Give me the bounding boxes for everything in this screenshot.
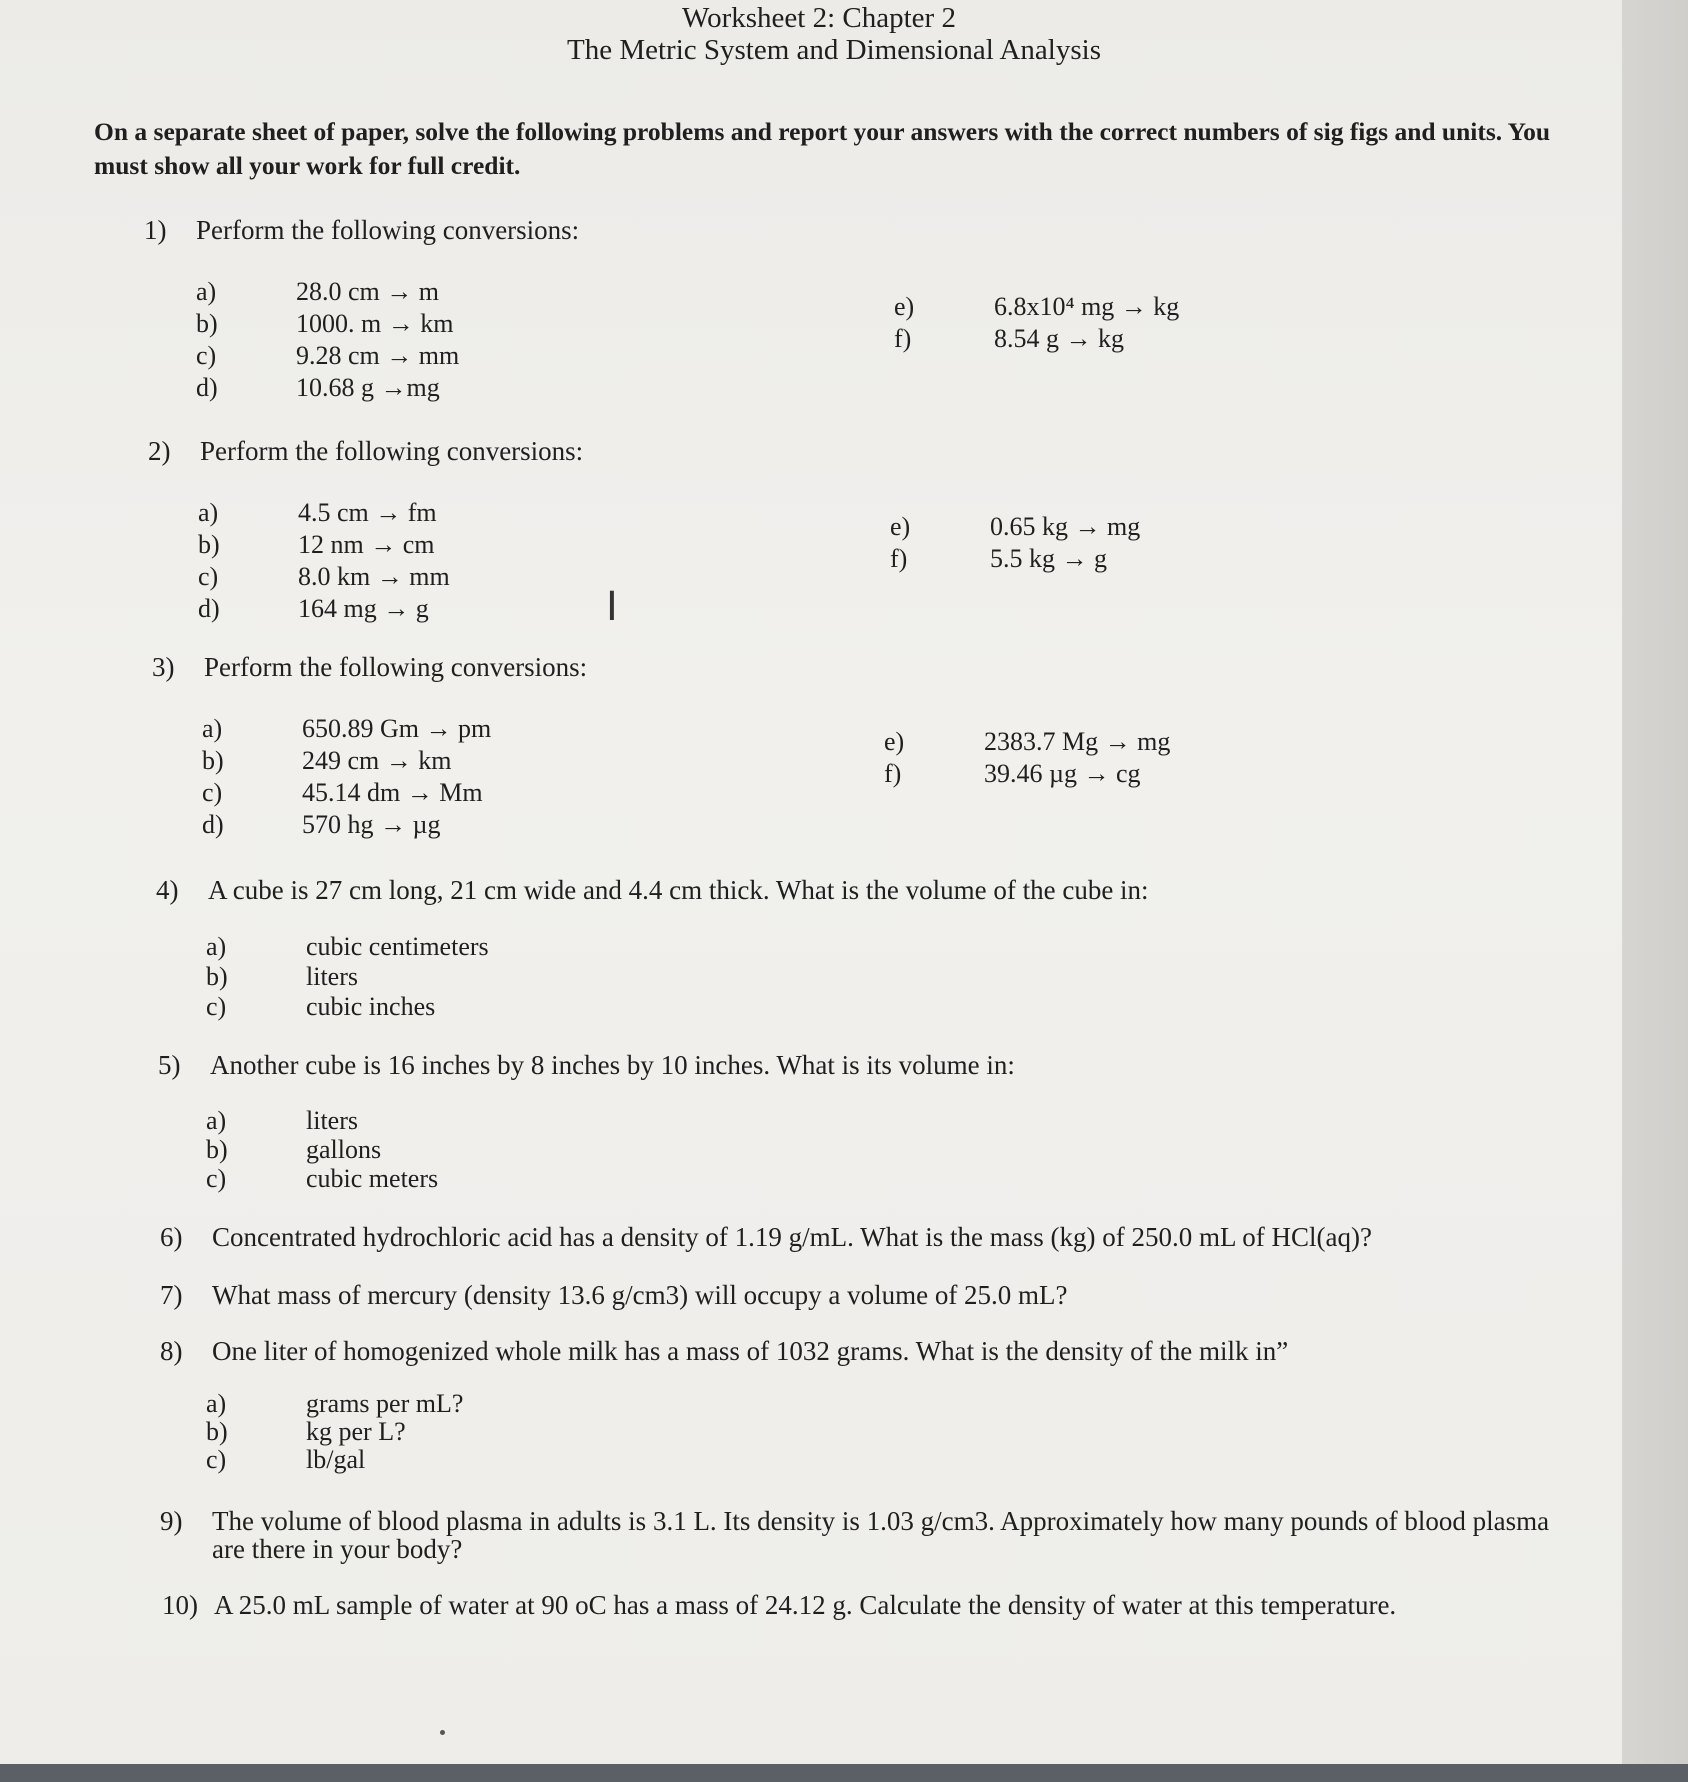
list-item: c) cubic inches	[206, 992, 436, 1021]
question-text: Perform the following conversions:	[196, 215, 580, 245]
question-text: A cube is 27 cm long, 21 cm wide and 4.4 cm thick. What is the volume of the cube in:	[208, 875, 1149, 905]
question-text: What mass of mercury (density 13.6 g/cm3) will occupy a volume of 25.0 mL?	[212, 1280, 1068, 1310]
list-item: a) 650.89 Gm → pm	[202, 714, 492, 743]
question-3	[152, 652, 587, 683]
list-item: d) 570 hg → µg	[202, 810, 441, 839]
list-item: c) 45.14 dm → Mm	[202, 778, 483, 807]
question-text: Concentrated hydrochloric acid has a density of 1.19 g/mL. What is the mass (kg) of 250.0 mL of HCl(aq)?	[212, 1222, 1372, 1252]
question-number: 6)	[160, 1222, 183, 1252]
question-10	[162, 1590, 1396, 1621]
question-5	[158, 1050, 1015, 1081]
worksheet-title: Worksheet 2: Chapter 2	[682, 2, 956, 34]
question-6	[160, 1222, 1372, 1253]
question-text: One liter of homogenized whole milk has a mass of 1032 grams. What is the density of the milk in”	[212, 1336, 1289, 1366]
list-item: c) lb/gal	[206, 1445, 366, 1474]
question-text: The volume of blood plasma in adults is 3.1 L. Its density is 1.03 g/cm3. Approximately how many pounds of blood plasma	[212, 1506, 1550, 1536]
page-edge-shadow	[1622, 0, 1688, 1782]
list-item: b) 12 nm → cm	[198, 530, 435, 559]
list-item: a) liters	[206, 1106, 358, 1135]
list-item: c) 8.0 km → mm	[198, 562, 450, 591]
question-number: 10)	[162, 1590, 198, 1620]
list-item: f) 8.54 g → kg	[894, 324, 1124, 353]
list-item: d) 164 mg → g	[198, 594, 429, 623]
list-item: e) 2383.7 Mg → mg	[884, 727, 1171, 756]
list-item: f) 39.46 µg → cg	[884, 759, 1141, 788]
question-text: Another cube is 16 inches by 8 inches by 10 inches. What is its volume in:	[210, 1050, 1015, 1080]
question-2	[148, 436, 583, 467]
question-7	[160, 1280, 1068, 1311]
instructions: On a separate sheet of paper, solve the following problems and report your answers with the correct numbers of sig figs and units. You must show all your work for full credit.	[94, 117, 1551, 180]
question-number: 4)	[156, 875, 179, 905]
list-item: c) 9.28 cm → mm	[196, 341, 460, 370]
question-1	[144, 215, 579, 246]
paper-speck	[440, 1730, 445, 1735]
question-number: 1)	[144, 215, 167, 245]
question-9	[160, 1506, 1549, 1537]
text-cursor-icon: I	[606, 584, 618, 630]
question-text: Perform the following conversions:	[204, 652, 588, 682]
worksheet-subtitle: The Metric System and Dimensional Analysis	[566, 34, 1101, 66]
list-item: a) 28.0 cm → m	[196, 277, 439, 306]
list-item: b) 249 cm → km	[202, 746, 452, 775]
list-item: c) cubic meters	[206, 1164, 439, 1193]
list-item: e) 0.65 kg → mg	[890, 512, 1141, 541]
question-number: 3)	[152, 652, 175, 682]
list-item: a) cubic centimeters	[206, 932, 489, 961]
desk-bar	[0, 1764, 1688, 1782]
list-item: b) gallons	[206, 1135, 382, 1164]
question-number: 8)	[160, 1336, 183, 1366]
question-number: 7)	[160, 1280, 183, 1310]
list-item: f) 5.5 kg → g	[890, 544, 1107, 573]
list-item: e) 6.8x10⁴ mg → kg	[894, 292, 1180, 321]
question-text: Perform the following conversions:	[200, 436, 584, 466]
question-8	[160, 1336, 1288, 1367]
question-number: 5)	[158, 1050, 181, 1080]
question-text: are there in your body?	[212, 1534, 463, 1564]
question-4	[156, 875, 1149, 906]
question-9-continued	[212, 1534, 462, 1565]
list-item: a) grams per mL?	[206, 1389, 464, 1418]
list-item: a) 4.5 cm → fm	[198, 498, 437, 527]
list-item: b) liters	[206, 962, 358, 991]
list-item: b) kg per L?	[206, 1417, 406, 1446]
question-text: A 25.0 mL sample of water at 90 oC has a mass of 24.12 g. Calculate the density of water at this temperature.	[214, 1590, 1397, 1620]
list-item: d) 10.68 g →mg	[196, 373, 440, 402]
list-item: b) 1000. m → km	[196, 309, 454, 338]
question-number: 9)	[160, 1506, 183, 1536]
question-number: 2)	[148, 436, 171, 466]
